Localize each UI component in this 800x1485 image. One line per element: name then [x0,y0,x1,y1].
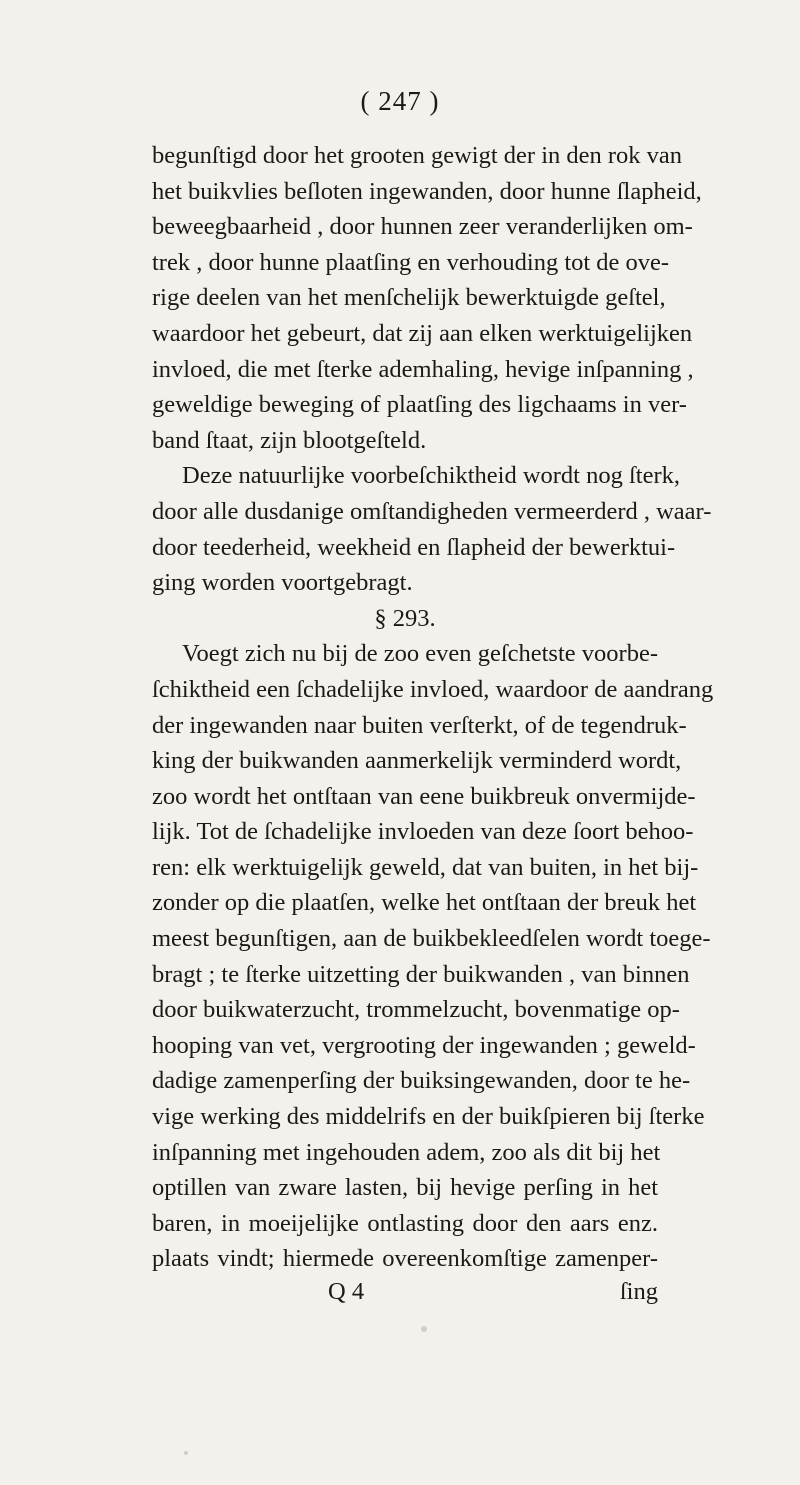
page-footer [152,1274,658,1310]
text-line: ren: elk werktuigelijk geweld, dat van buiten, in het bij- [152,853,699,881]
text-line: king der buikwanden aanmerkelijk verminderd wordt, [152,747,682,775]
text-line: begunſtigd door het grooten gewigt der in den rok van [152,142,683,169]
text-line: zonder op die plaatſen, welke het ontſtaan der breuk het [152,889,697,917]
page-number: ( 247 ) [360,86,440,116]
text-line: vige werking des middelrifs en der buikſpieren bij ſterke [152,1103,705,1131]
text-line: meest begunſtigen, aan de buikbekleedſelen wordt toege- [152,925,711,953]
body-text [152,138,714,1277]
text-line: plaats vindt; hiermede overeenkomſtige zamenper- [152,1245,658,1273]
text-line: door alle dusdanige omſtandigheden vermeerderd , waar- [152,497,712,525]
text-line: band ſtaat, zijn blootgeſteld. [152,426,427,454]
text-line: rige deelen van het menſchelijk bewerktuigde geſtel, [152,284,666,312]
text-line: hooping van vet, vergrooting der ingewanden ; geweld- [152,1031,696,1059]
text-line: waardoor het gebeurt, dat zij aan elken werktuigelijken [152,319,693,347]
text-line: het buikvlies beſloten ingewanden, door hunne ſlapheid, [152,177,702,205]
text-line: door buikwaterzucht, trommelzucht, bovenmatige op- [152,996,680,1024]
text-line: door teederheid, weekheid en ſlapheid der bewerktui- [152,533,676,561]
paper-speck [184,1451,188,1455]
text-line: der ingewanden naar buiten verſterkt, of de tegendruk- [152,711,687,739]
text-line: zoo wordt het ontſtaan van eene buikbreuk onvermijde- [152,782,696,810]
text-line: ſchiktheid een ſchadelijke invloed, waardoor de aandrang [152,675,714,703]
text-line: ging worden voortgebragt. [152,569,413,597]
text-line: invloed, die met ſterke ademhaling, hevige inſpanning , [152,355,694,383]
signature-mark: Q 4 [328,1278,365,1305]
text-line: lijk. Tot de ſchadelijke invloeden van deze ſoort behoo- [152,818,694,846]
text-line: dadige zamenperſing der buiksingewanden, door te he- [152,1067,691,1095]
paper-speck [421,1326,427,1332]
text-line: optillen van zware lasten, bij hevige perſing in het [152,1174,658,1202]
text-line: Voegt zich nu bij de zoo even geſchetste voorbe- [182,640,658,668]
text-line: Deze natuurlijke voorbeſchiktheid wordt nog ſterk, [182,462,681,490]
text-line: inſpanning met ingehouden adem, zoo als dit bij het [152,1138,661,1166]
text-line: bragt ; te ſterke uitzetting der buikwanden , van binnen [152,960,690,988]
section-heading: § 293. [374,604,436,632]
text-line: geweldige beweging of plaatſing des ligchaams in ver- [152,391,687,419]
catchword: ſing [619,1278,658,1305]
text-line: baren, in moeijelijke ontlasting door den aars enz. [152,1209,658,1237]
text-line: trek , door hunne plaatſing en verhouding tot de ove- [152,248,670,276]
text-line: beweegbaarheid , door hunnen zeer veranderlijken om- [152,213,693,241]
